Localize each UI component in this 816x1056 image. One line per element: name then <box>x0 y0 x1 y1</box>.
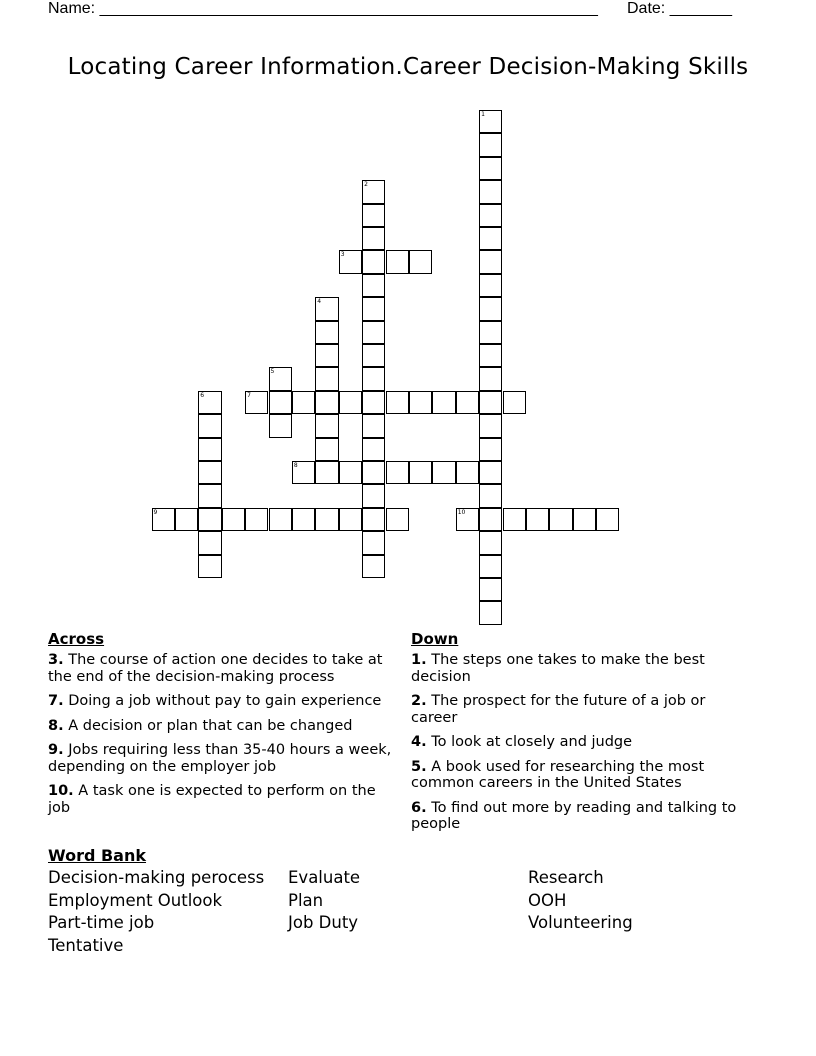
grid-cell[interactable] <box>339 391 362 414</box>
grid-cell[interactable] <box>152 508 175 531</box>
grid-cell[interactable] <box>503 508 526 531</box>
grid-cell[interactable] <box>198 461 221 484</box>
word-bank-item: Evaluate <box>288 868 361 887</box>
grid-cell[interactable] <box>269 367 292 390</box>
clue-number-label: 6 <box>200 391 205 399</box>
grid-cell[interactable] <box>315 344 338 367</box>
grid-cell[interactable] <box>479 601 502 624</box>
clue-down-4 <box>411 734 751 751</box>
grid-cell[interactable] <box>362 484 385 507</box>
grid-cell[interactable] <box>479 204 502 227</box>
grid-cell[interactable] <box>409 250 432 273</box>
clue-number-label: 5 <box>270 368 275 376</box>
grid-cell[interactable] <box>315 391 338 414</box>
grid-cell[interactable] <box>362 531 385 554</box>
grid-cell[interactable] <box>479 250 502 273</box>
grid-cell[interactable] <box>315 461 338 484</box>
grid-cell[interactable] <box>573 508 596 531</box>
grid-cell[interactable] <box>479 391 502 414</box>
grid-cell[interactable] <box>479 321 502 344</box>
grid-cell[interactable] <box>432 391 455 414</box>
clue-number-label: 8 <box>293 462 298 469</box>
word-bank-item: Job Duty <box>288 913 359 932</box>
grid-cell[interactable] <box>362 227 385 250</box>
grid-cell[interactable] <box>362 367 385 390</box>
clue-number-label: 3 <box>340 251 345 259</box>
grid-cell[interactable] <box>386 391 409 414</box>
grid-cell[interactable] <box>222 508 245 531</box>
grid-cell[interactable] <box>456 391 479 414</box>
grid-cell[interactable] <box>198 484 221 507</box>
grid-cell[interactable] <box>315 367 338 390</box>
grid-cell[interactable] <box>362 391 385 414</box>
grid-cell[interactable] <box>362 180 385 203</box>
grid-cell[interactable] <box>269 391 292 414</box>
clue-text: To look at closely and judge <box>431 734 633 750</box>
word-bank-item: Tentative <box>48 936 124 955</box>
clue-text: The course of action one decides to take at the end of the decision-making process <box>48 652 383 685</box>
grid-cell[interactable] <box>386 508 409 531</box>
grid-cell[interactable] <box>456 461 479 484</box>
grid-cell[interactable] <box>479 297 502 320</box>
clue-text: Doing a job without pay to gain experience <box>68 693 382 709</box>
clue-down-2 <box>411 693 751 726</box>
word-bank-item: Decision-making perocess <box>48 868 265 887</box>
grid-cell[interactable] <box>479 157 502 180</box>
word-bank-heading: Word Bank <box>48 846 147 865</box>
clue-text: A task one is expected to perform on the job <box>48 783 376 816</box>
grid-cell[interactable] <box>409 461 432 484</box>
grid-cell[interactable] <box>315 414 338 437</box>
clue-across-8 <box>48 718 398 735</box>
clue-down-1 <box>411 652 751 685</box>
clue-number-label: 7 <box>247 391 251 399</box>
across-clues <box>48 630 398 824</box>
grid-cell[interactable] <box>479 414 502 437</box>
grid-cell[interactable] <box>198 391 221 414</box>
clue-across-9 <box>48 742 398 775</box>
down-clues <box>411 630 751 841</box>
grid-cell[interactable] <box>479 180 502 203</box>
grid-cell[interactable] <box>432 461 455 484</box>
grid-cell[interactable] <box>526 508 549 531</box>
clue-text: The prospect for the future of a job or career <box>411 693 706 726</box>
grid-cell[interactable] <box>292 461 315 484</box>
clue-text: A decision or plan that can be changed <box>68 717 353 734</box>
grid-cell[interactable] <box>479 344 502 367</box>
grid-cell[interactable] <box>198 508 221 531</box>
word-bank-item: Employment Outlook <box>48 891 223 910</box>
clue-number-label: 9 <box>153 508 158 516</box>
grid-cell[interactable] <box>456 508 479 531</box>
grid-cell[interactable] <box>269 414 292 437</box>
clue-number: 7. <box>48 693 64 709</box>
grid-cell[interactable] <box>549 508 572 531</box>
grid-cell[interactable] <box>292 508 315 531</box>
grid-cell[interactable] <box>479 274 502 297</box>
word-bank-item: OOH <box>528 891 567 910</box>
grid-cell[interactable] <box>269 508 292 531</box>
clue-number: 4. <box>411 734 427 750</box>
grid-cell[interactable] <box>198 414 221 437</box>
grid-cell[interactable] <box>362 204 385 227</box>
grid-cell[interactable] <box>479 110 502 133</box>
clue-number: 5. <box>411 758 427 775</box>
grid-cell[interactable] <box>362 508 385 531</box>
grid-cell[interactable] <box>175 508 198 531</box>
clue-text: To find out more by reading and talking to people <box>411 799 737 832</box>
grid-cell[interactable] <box>198 555 221 578</box>
grid-cell[interactable] <box>409 391 432 414</box>
clue-across-7 <box>48 693 398 710</box>
grid-cell[interactable] <box>339 508 362 531</box>
clue-across-10 <box>48 783 398 816</box>
clue-number-label: 10 <box>457 508 466 516</box>
clue-number: 9. <box>48 742 64 758</box>
clue-text: The steps one takes to make the best decision <box>411 652 705 685</box>
word-bank-item: Part-time job <box>48 913 155 932</box>
grid-cell[interactable] <box>362 321 385 344</box>
down-heading: Down <box>411 630 459 648</box>
grid-cell[interactable] <box>292 391 315 414</box>
clue-text: A book used for researching the most common careers in the United States <box>411 758 705 791</box>
clue-number: 8. <box>48 717 64 734</box>
grid-cell[interactable] <box>386 461 409 484</box>
word-bank-item: Plan <box>288 891 324 910</box>
grid-cell[interactable] <box>362 414 385 437</box>
grid-cell[interactable] <box>386 250 409 273</box>
grid-cell[interactable] <box>479 133 502 156</box>
grid-cell[interactable] <box>198 531 221 554</box>
grid-cell[interactable] <box>479 461 502 484</box>
clue-text: Jobs requiring less than 35-40 hours a week, depending on the employer job <box>48 742 392 775</box>
grid-cell[interactable] <box>245 508 268 531</box>
clue-number: 1. <box>411 652 427 668</box>
grid-cell[interactable] <box>362 344 385 367</box>
grid-cell[interactable] <box>339 461 362 484</box>
grid-cell[interactable] <box>362 438 385 461</box>
across-heading: Across <box>48 630 105 648</box>
clue-number-label: 2 <box>364 181 368 189</box>
date-field: Date: _______ <box>627 0 732 17</box>
grid-cell[interactable] <box>362 555 385 578</box>
grid-cell[interactable] <box>315 508 338 531</box>
clue-down-5 <box>411 759 751 792</box>
grid-cell[interactable] <box>479 578 502 601</box>
word-bank-item: Research <box>528 868 604 887</box>
grid-cell[interactable] <box>339 250 362 273</box>
grid-cell[interactable] <box>315 297 338 320</box>
grid-cell[interactable] <box>198 438 221 461</box>
clue-number-label: 4 <box>317 298 322 306</box>
clue-number-label: 1 <box>481 111 485 118</box>
grid-cell[interactable] <box>362 461 385 484</box>
grid-cell[interactable] <box>596 508 619 531</box>
name-field: Name: ________________________________________________________ <box>48 0 598 17</box>
grid-cell[interactable] <box>479 438 502 461</box>
word-bank-item: Volunteering <box>528 913 633 932</box>
grid-cell[interactable] <box>362 250 385 273</box>
grid-cell[interactable] <box>479 531 502 554</box>
grid-cell[interactable] <box>245 391 268 414</box>
clue-down-6 <box>411 800 751 833</box>
grid-cell[interactable] <box>315 321 338 344</box>
grid-cell[interactable] <box>362 297 385 320</box>
grid-cell[interactable] <box>479 508 502 531</box>
grid-cell[interactable] <box>503 391 526 414</box>
page-title: Locating Career Information.Career Decision-Making Skills <box>67 54 749 80</box>
grid-cell[interactable] <box>479 227 502 250</box>
grid-cell[interactable] <box>479 367 502 390</box>
clue-number: 10. <box>48 783 74 799</box>
grid-cell[interactable] <box>479 484 502 507</box>
clue-across-3 <box>48 652 398 685</box>
clue-number: 3. <box>48 652 64 668</box>
grid-cell[interactable] <box>315 438 338 461</box>
clue-number: 6. <box>411 799 427 816</box>
grid-cell[interactable] <box>479 555 502 578</box>
clue-number: 2. <box>411 693 427 709</box>
grid-cell[interactable] <box>362 274 385 297</box>
